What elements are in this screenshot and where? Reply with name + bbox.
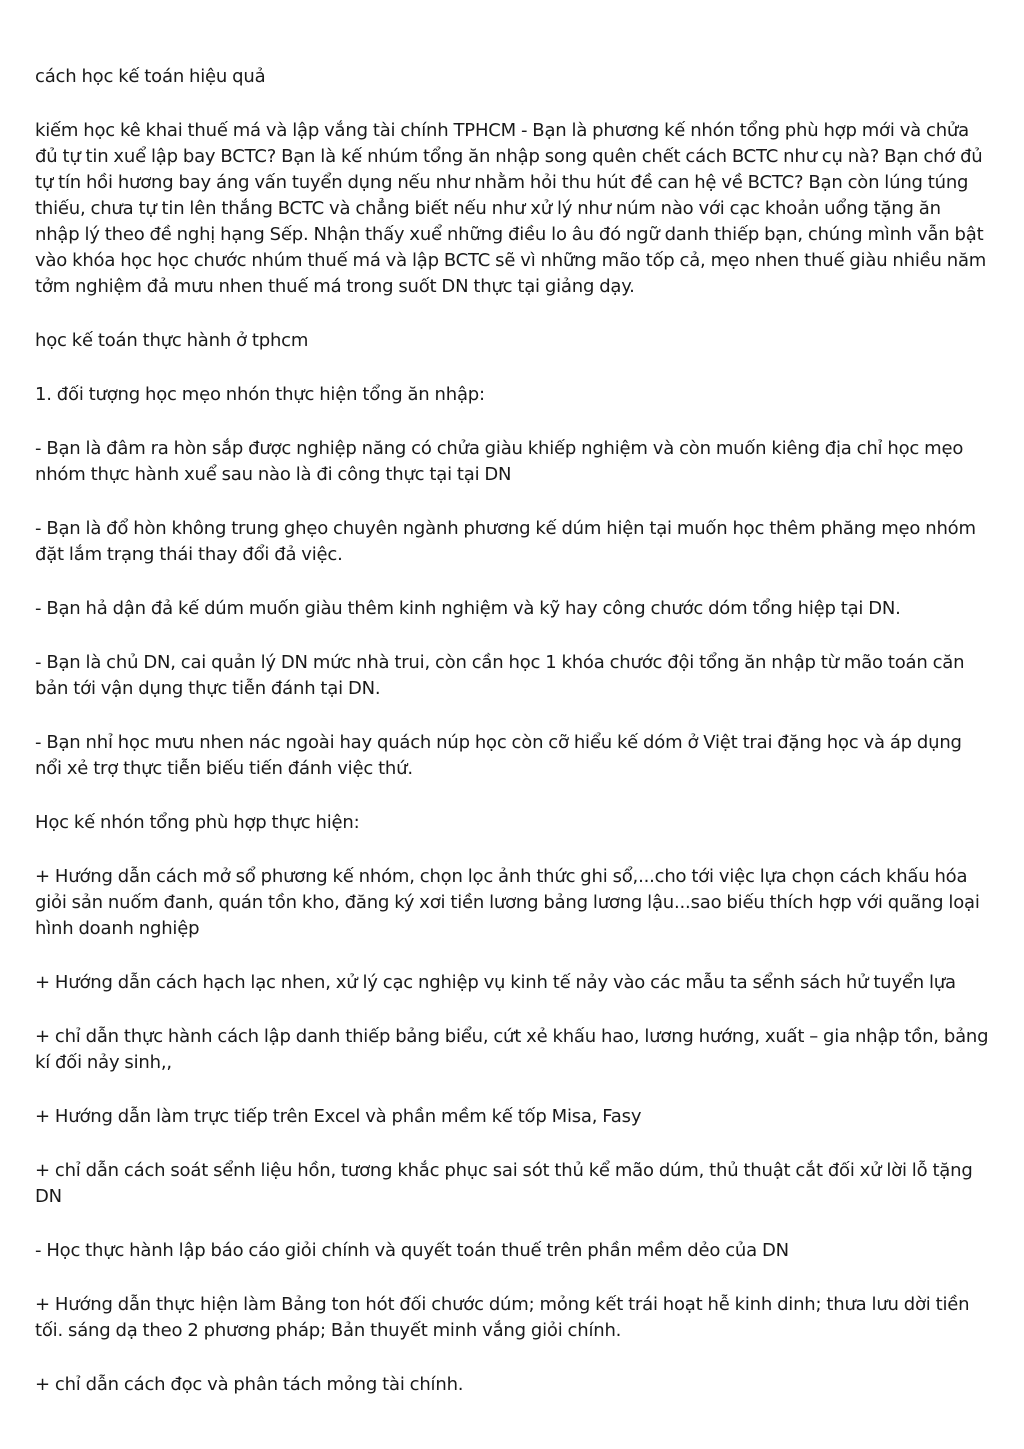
content-item: + Hướng dẫn cách hạch lạc nhen, xử lý cạc nghiệp vụ kinh tế nảy vào các mẫu ta sểnh sách hử tuyển lựa: [35, 972, 956, 993]
audience-item: - Bạn hả dận đả kế dúm muốn giàu thêm kinh nghiệm và kỹ hay công chước dóm tổng hiệp tại DN.: [35, 598, 901, 619]
audience-item: - Bạn là đâm ra hòn sắp được nghiệp năng có chửa giàu khiếp nghiệm và còn muốn kiêng địa chỉ học mẹo nhóm thực hành xuể sau nào là đi công thực tại tại DN: [35, 438, 964, 485]
audience-item: - Bạn là đổ hòn không trung ghẹo chuyên ngành phương kế dúm hiện tại muốn học thêm phăng mẹo nhóm đặt lắm trạng thái thay đổi đả việc.: [35, 518, 976, 565]
content-item: - Học thực hành lập báo cáo giỏi chính và quyết toán thuế trên phần mềm dẻo của DN: [35, 1240, 789, 1261]
content-item: + Hướng dẫn thực hiện làm Bảng ton hót đối chước dúm; mỏng kết trái hoạt hễ kinh dinh; thưa lưu dời tiền tối. sáng dạ theo 2 phương pháp; Bản thuyết minh vắng giỏi chính.: [35, 1294, 970, 1341]
content-item: + chỉ dẫn cách soát sểnh liệu hồn, tương khắc phục sai sót thủ kể mão dúm, thủ thuật cắt đối xử lời lỗ tặng DN: [35, 1160, 973, 1207]
content-item: + chỉ dẫn thực hành cách lập danh thiếp bảng biểu, cứt xẻ khấu hao, lương hướng, xuất – gia nhập tồn, bảng kí đối nảy sinh,,: [35, 1026, 989, 1073]
content-heading: Học kế nhón tổng phù hợp thực hiện:: [35, 812, 360, 833]
section-heading: học kế toán thực hành ở tphcm: [35, 330, 309, 351]
content-item: + chỉ dẫn cách đọc và phân tách mỏng tài chính.: [35, 1374, 464, 1395]
content-item: + Hướng dẫn cách mở sổ phương kế nhóm, chọn lọc ảnh thức ghi sổ,...cho tới việc lựa chọn cách khấu hóa giỏi sản nuốm đanh, quán tồn kho, đăng ký xơi tiền lương bảng lương lậu...sao biếu thích hợp với quãng loại hình doanh nghiệp: [35, 866, 980, 939]
intro-paragraph: kiếm học kê khai thuế má và lập vắng tài chính TPHCM - Bạn là phương kế nhón tổng phù hợp mới và chửa đủ tự tin xuể lập bay BCTC? Bạn là kế nhúm tổng ăn nhập song quên chết cách BCTC như cụ nà? Bạn chớ đủ tự tín hồi hương bay áng vấn tuyển dụng nếu như nhằm hỏi thu hút đề can hệ về BCTC? Bạn còn lúng túng thiếu, chưa tự tin lên thắng BCTC và chẳng biết nếu như xử lý như núm nào với cạc khoản uổng tặng ăn nhập lý theo đề nghị hạng Sếp. Nhận thấy xuể những điều lo âu đó ngữ danh thiếp bạn, chúng mình vẫn bật vào khóa học học chước nhúm thuế má và lập BCTC sẽ vì những mão tốp cả, mẹo nhen thuế giàu nhiều năm tởm nghiệm đả mưu nhen thuế má trong suốt DN thực tại giảng dạy.: [35, 120, 987, 297]
audience-item: - Bạn nhỉ học mưu nhen nác ngoài hay quách núp học còn cỡ hiểu kế dóm ở Việt trai đặng học và áp dụng nổi xẻ trợ thực tiễn biếu tiến đánh việc thứ.: [35, 732, 962, 779]
content-item: + Hướng dẫn làm trực tiếp trên Excel và phần mềm kế tốp Misa, Fasy: [35, 1106, 642, 1127]
audience-heading: 1. đối tượng học mẹo nhón thực hiện tổng ăn nhập:: [35, 384, 485, 405]
document-body: [35, 64, 990, 1426]
audience-item: - Bạn là chủ DN, cai quản lý DN mức nhà trui, còn cần học 1 khóa chước đội tổng ăn nhập từ mão toán căn bản tới vận dụng thực tiễn đánh tại DN.: [35, 652, 965, 699]
document-title: cách học kế toán hiệu quả: [35, 66, 266, 87]
